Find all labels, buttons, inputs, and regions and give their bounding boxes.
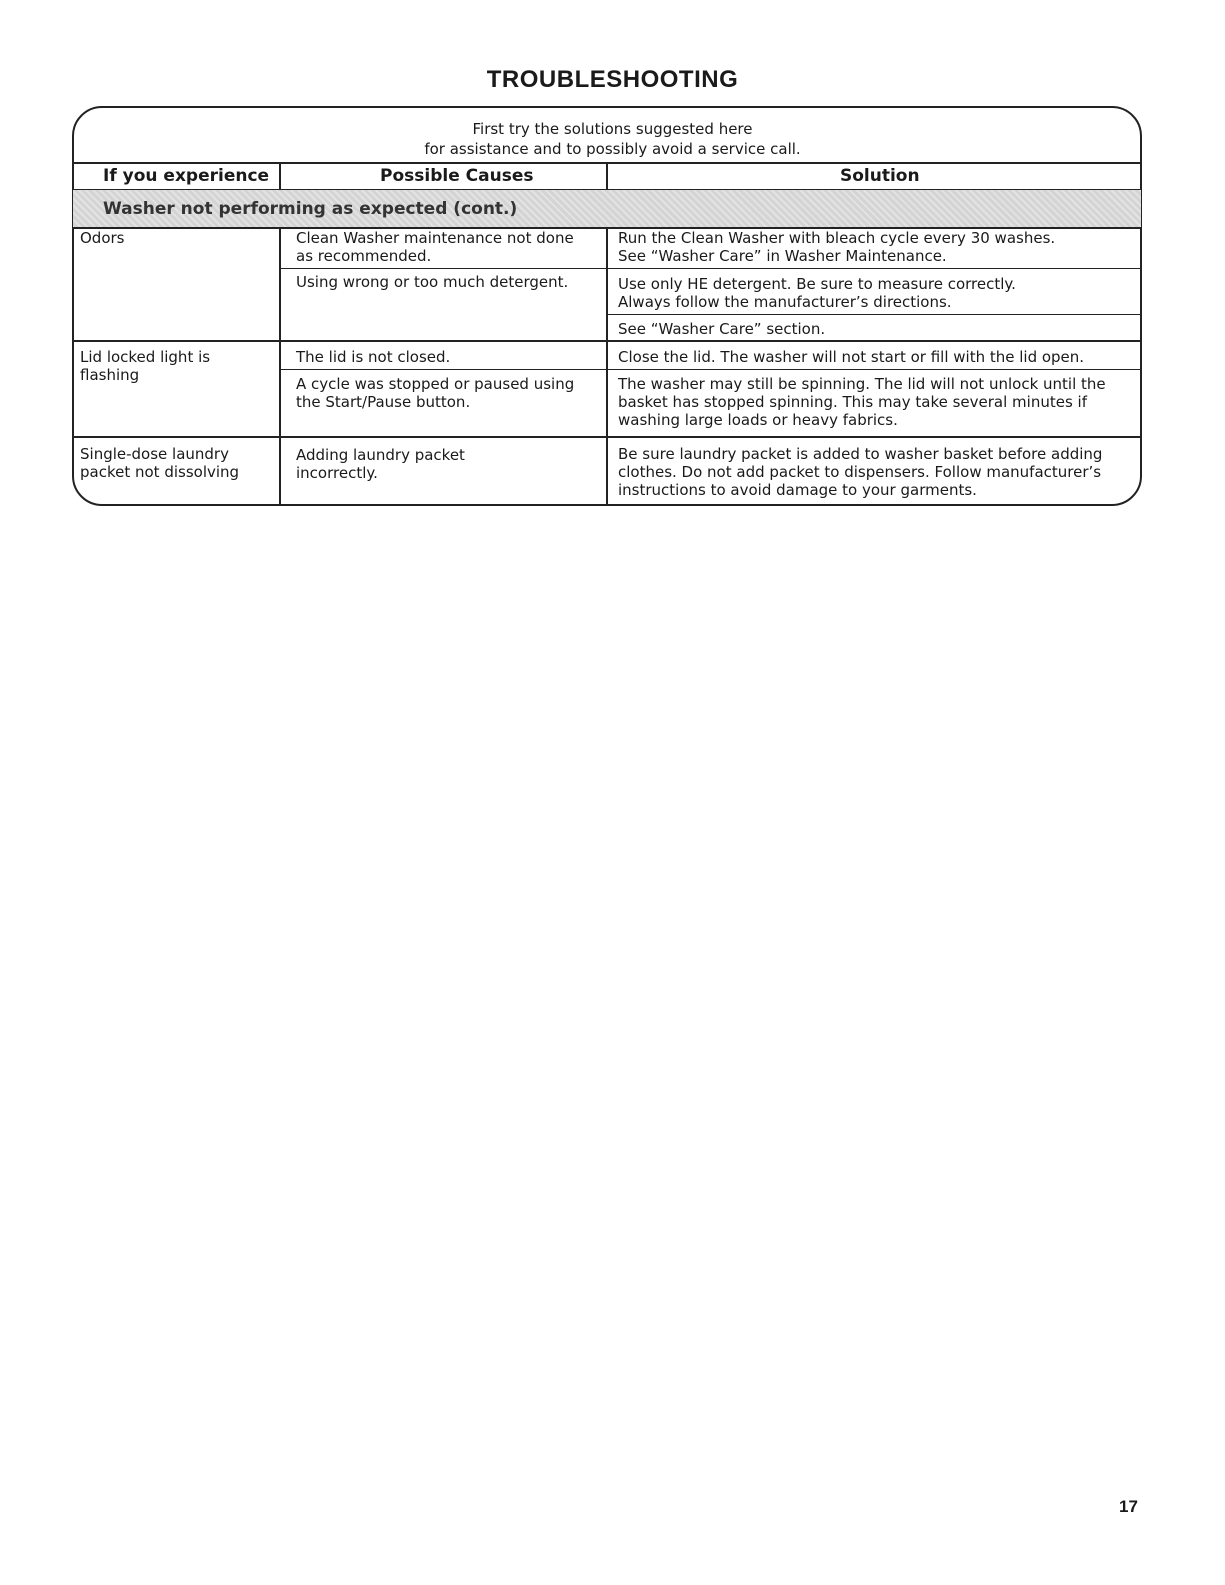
cause-cell [296,446,465,482]
solution-cell [618,275,1016,311]
cause-cell [296,375,574,411]
cause-text: incorrectly. [296,464,378,482]
cause-text: the Start/Pause button. [296,393,471,411]
solution-text: The washer may still be spinning. The lid will not unlock until the [618,375,1106,393]
section-title: Washer not performing as expected (cont.) [103,199,518,219]
experience-text: Odors [80,229,125,247]
cause-cell [296,229,574,265]
experience-cell [80,348,210,384]
item-rule [280,369,1141,370]
item-rule [607,314,1141,315]
solution-text: Close the lid. The washer will not start or fill with the lid open. [618,348,1085,366]
experience-cell [80,445,239,481]
column-divider [279,228,281,506]
solution-text: Be sure laundry packet is added to washer basket before adding [618,445,1103,463]
page-number: 17 [1119,1497,1138,1516]
solution-cell [618,348,1084,366]
solution-text: See “Washer Care” in Washer Maintenance. [618,247,947,265]
cause-text: The lid is not closed. [296,348,451,366]
row-rule [73,436,1141,438]
experience-text: packet not dissolving [80,463,240,481]
solution-cell [618,445,1102,499]
solution-text: washing large loads or heavy fabrics. [618,411,898,429]
row-rule [73,340,1141,342]
cause-text: Adding laundry packet [296,446,465,464]
cause-cell [296,273,568,291]
solution-cell [618,320,825,338]
solution-text: Run the Clean Washer with bleach cycle every 30 washes. [618,229,1056,247]
intro-text [0,119,1225,159]
solution-text: basket has stopped spinning. This may take several minutes if [618,393,1087,411]
solution-cell [618,229,1055,265]
experience-text: flashing [80,366,140,384]
header-column-divider [279,163,281,190]
solution-cell [618,375,1106,429]
column-header-experience: If you experience [103,166,270,186]
intro-line: for assistance and to possibly avoid a service call. [424,140,801,158]
column-header-causes: Possible Causes [380,166,534,186]
column-divider [606,228,608,506]
cause-text: A cycle was stopped or paused using [296,375,575,393]
cause-text: as recommended. [296,247,432,265]
solution-text: See “Washer Care” section. [618,320,826,338]
page-title: TROUBLESHOOTING [486,66,739,93]
header-column-divider [606,163,608,190]
experience-cell [80,229,125,247]
solution-text: clothes. Do not add packet to dispensers. Follow manufacturer’s [618,463,1102,481]
column-header-solution: Solution [840,166,920,186]
experience-text: Single-dose laundry [80,445,229,463]
solution-text: Use only HE detergent. Be sure to measure correctly. [618,275,1016,293]
solution-text: Always follow the manufacturer’s directions. [618,293,952,311]
solution-text: instructions to avoid damage to your garments. [618,481,977,499]
cause-text: Clean Washer maintenance not done [296,229,574,247]
cause-cell [296,348,450,366]
cause-text: Using wrong or too much detergent. [296,273,569,291]
experience-text: Lid locked light is [80,348,211,366]
intro-line: First try the solutions suggested here [472,120,753,138]
item-rule [280,268,1141,269]
